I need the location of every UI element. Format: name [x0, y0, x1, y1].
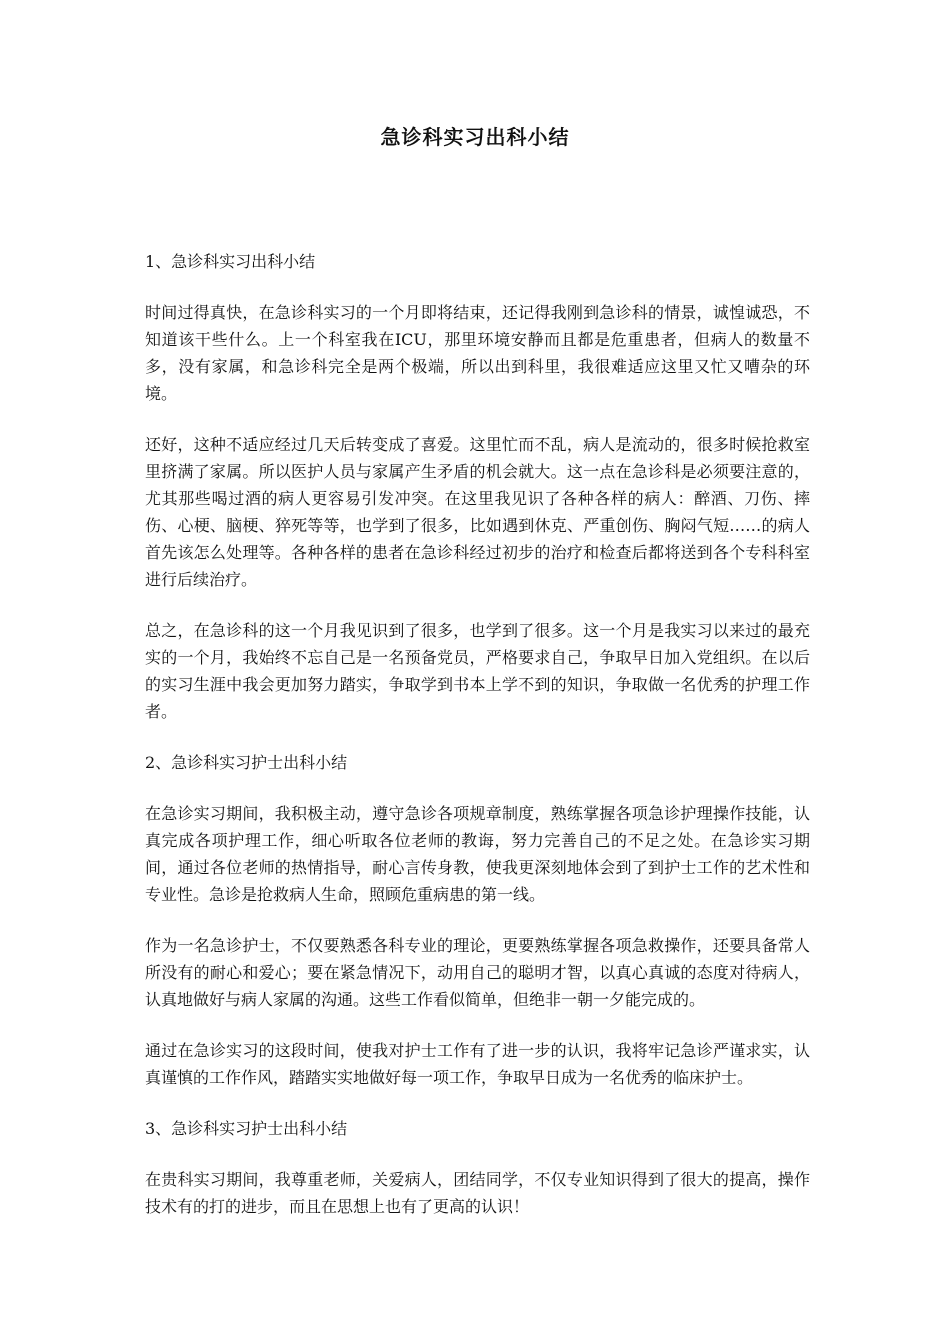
section-1-paragraph-1: 时间过得真快，在急诊科实习的一个月即将结束，还记得我刚到急诊科的情景，诚惶诚恐，不知道该干些什么。上一个科室我在ICU，那里环境安静而且都是危重患者，但病人的数量不多，没有家属，和急诊科完全是两个极端，所以出到科里，我很难适应这里又忙又嘈杂的环境。: [145, 303, 810, 403]
section-3-heading: 3、急诊科实习护士出科小结: [145, 1119, 348, 1138]
section-1-paragraph-3: 总之，在急诊科的这一个月我见识到了很多，也学到了很多。这一个月是我实习以来过的最充实的一个月，我始终不忘自己是一名预备党员，严格要求自己，争取早日加入党组织。在以后的实习生涯中我会更加努力踏实，争取学到书本上学不到的知识，争取做一名优秀的护理工作者。: [145, 621, 810, 721]
section-2-paragraph-2: 作为一名急诊护士，不仅要熟悉各科专业的理论，更要熟练掌握各项急救操作，还要具备常人所没有的耐心和爱心；要在紧急情况下，动用自己的聪明才智，以真心真诚的态度对待病人，认真地做好与病人家属的沟通。这些工作看似简单，但绝非一朝一夕能完成的。: [145, 936, 810, 1009]
section-2-paragraph-3: 通过在急诊实习的这段时间，使我对护士工作有了进一步的认识，我将牢记急诊严谨求实，认真谨慎的工作作风，踏踏实实地做好每一项工作，争取早日成为一名优秀的临床护士。: [145, 1041, 810, 1087]
document-title: 急诊科实习出科小结: [380, 125, 570, 149]
section-2-heading: 2、急诊科实习护士出科小结: [145, 753, 348, 772]
section-1-paragraph-2: 还好，这种不适应经过几天后转变成了喜爱。这里忙而不乱，病人是流动的，很多时候抢救室里挤满了家属。所以医护人员与家属产生矛盾的机会就大。这一点在急诊科是必须要注意的，尤其那些喝过酒的病人更容易引发冲突。在这里我见识了各种各样的病人：醉酒、刀伤、摔伤、心梗、脑梗、猝死等等，也学到了很多，比如遇到休克、严重创伤、胸闷气短……的病人首先该怎么处理等。各种各样的患者在急诊科经过初步的治疗和检查后都将送到各个专科科室进行后续治疗。: [145, 435, 810, 589]
section-2-paragraph-1: 在急诊实习期间，我积极主动，遵守急诊各项规章制度，熟练掌握各项急诊护理操作技能，认真完成各项护理工作，细心听取各位老师的教诲，努力完善自己的不足之处。在急诊实习期间，通过各位老师的热情指导，耐心言传身教，使我更深刻地体会到了到护士工作的艺术性和专业性。急诊是抢救病人生命，照顾危重病患的第一线。: [145, 804, 810, 904]
document-body: [145, 248, 810, 1244]
section-1-heading: 1、急诊科实习出科小结: [145, 252, 316, 271]
section-3-paragraph-1: 在贵科实习期间，我尊重老师，关爱病人，团结同学，不仅专业知识得到了很大的提高，操作技术有的打的进步，而且在思想上也有了更高的认识！: [145, 1170, 810, 1216]
